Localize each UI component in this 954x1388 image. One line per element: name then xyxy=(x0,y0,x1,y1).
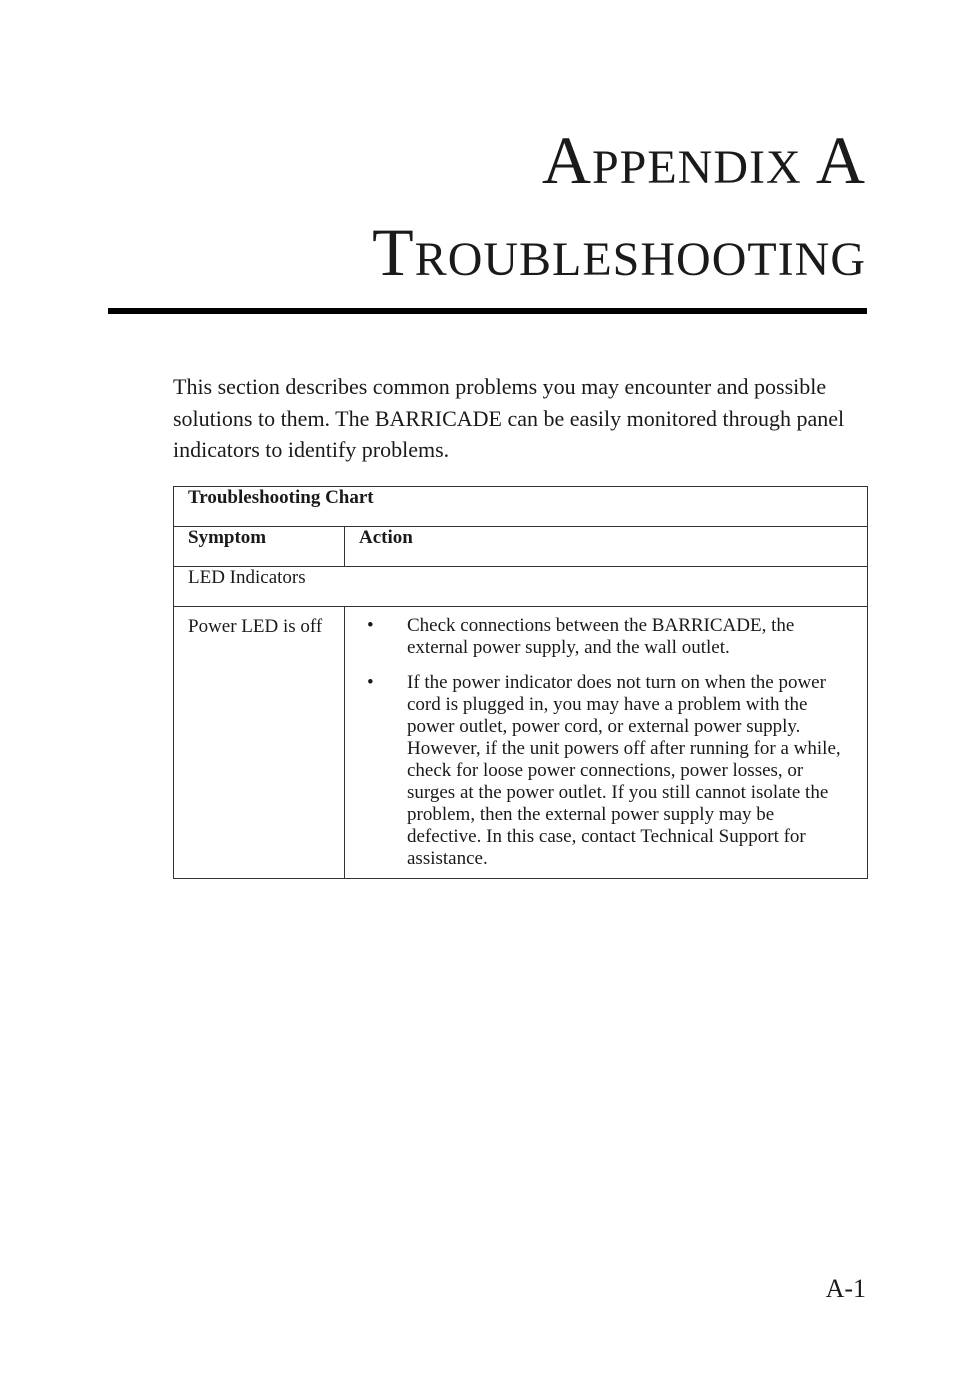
table-row xyxy=(174,607,868,879)
troubleshooting-chart xyxy=(173,486,868,879)
page-number: A-1 xyxy=(825,1274,866,1303)
list-item xyxy=(359,615,853,659)
title-rule xyxy=(108,308,867,314)
header-symptom: Symptom xyxy=(174,527,345,567)
chapter-title: Troubleshooting xyxy=(372,214,866,290)
section-led-indicators: LED Indicators xyxy=(174,567,868,607)
action-text: If the power indicator does not turn on when the power cord is plugged in, you may have a problem with the power outlet, power cord, or external power supply. However, if the unit powers off after running for a while, check for loose power connections, power losses, or surges at the power outlet. If you still cannot isolate the problem, then the external power supply may be defective. In this case, contact Technical Support for assistance. xyxy=(407,672,841,869)
bullet-icon: • xyxy=(367,615,374,636)
chart-section-row xyxy=(174,567,868,607)
chapter-label: Appendix A xyxy=(541,122,866,198)
intro-paragraph: This section describes common problems you may encounter and possible solutions to them. The BARRICADE can be easily monitored through panel indicators to identify problems. xyxy=(173,374,845,462)
action-list xyxy=(359,607,853,878)
chart-header-row xyxy=(174,527,868,567)
bullet-icon: • xyxy=(367,672,374,693)
action-text: Check connections between the BARRICADE, the external power supply, and the wall outlet. xyxy=(407,615,795,658)
list-item xyxy=(359,672,853,870)
symptom-cell: Power LED is off xyxy=(174,607,345,879)
chart-title: Troubleshooting Chart xyxy=(174,487,868,527)
chart-title-row xyxy=(174,487,868,527)
action-cell xyxy=(345,607,868,879)
header-action: Action xyxy=(345,527,868,567)
